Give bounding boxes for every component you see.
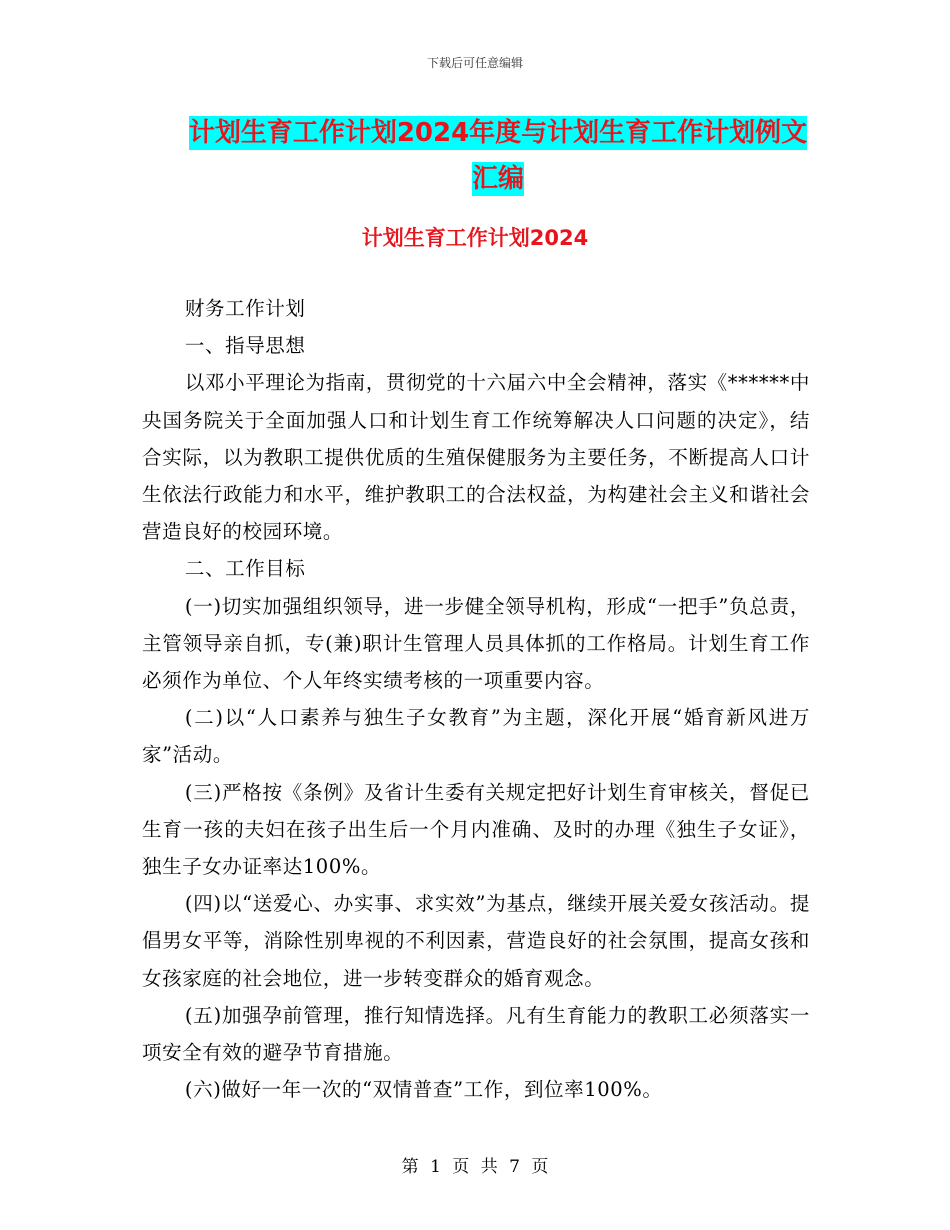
paragraph-heading: 一、指导思想 xyxy=(184,334,306,358)
paragraph: (二)以“人口素养与独生子女教育”为主题，深化开展“婚育新风进万家”活动。 xyxy=(142,706,810,767)
paragraph: 以邓小平理论为指南，贯彻党的十六届六中全会精神，落实《******中央国务院关于全面加强人口和计划生育工作统筹解决人口问题的决定》，结合实际，以为教职工提供优质的生殖保健服务为主要任务，不断提高人口计生依法行政能力和水平，维护教职工的合法权益，为构建社会主义和谐社会营造良好的校园环境。 xyxy=(142,371,810,544)
paragraph: (四)以“送爱心、办实事、求实效”为基点，继续开展关爱女孩活动。提倡男女平等，消除性别卑视的不利因素，营造良好的社会氛围，提高女孩和女孩家庭的社会地位，进一步转变群众的婚育观念。 xyxy=(142,892,810,990)
paragraph: (三)严格按《条例》及省计生委有关规定把好计划生育审核关，督促已生育一孩的夫妇在孩子出生后一个月内准确、及时的办理《独生子女证》，独生子女办证率达100%。 xyxy=(142,780,810,879)
section-title: 计划生育工作计划2024 xyxy=(361,226,589,250)
document-title-line-1: 计划生育工作计划2024年度与计划生育工作计划例文 xyxy=(188,118,808,148)
document-title-line-2: 汇编 xyxy=(471,164,524,194)
document-body xyxy=(142,290,810,1108)
paragraph: (五)加强孕前管理，推行知情选择。凡有生育能力的教职工必须落实一项安全有效的避孕节育措施。 xyxy=(142,1003,810,1065)
paragraph-heading: 二、工作目标 xyxy=(184,557,306,581)
paragraph: (六)做好一年一次的“双情普查”工作，到位率100%。 xyxy=(184,1078,663,1102)
paragraph-heading: 财务工作计划 xyxy=(184,297,306,320)
header-note: 下载后可任意编辑 xyxy=(426,56,523,70)
paragraph: (一)切实加强组织领导，进一步健全领导机构，形成“一把手”负总责，主管领导亲自抓，专(兼)职计生管理人员具体抓的工作格局。计划生育工作必须作为单位、个人年终实绩考核的一项重要内容。 xyxy=(142,594,810,693)
document-title xyxy=(188,110,808,202)
page-footer: 第 1 页 共 7 页 xyxy=(401,1157,549,1177)
